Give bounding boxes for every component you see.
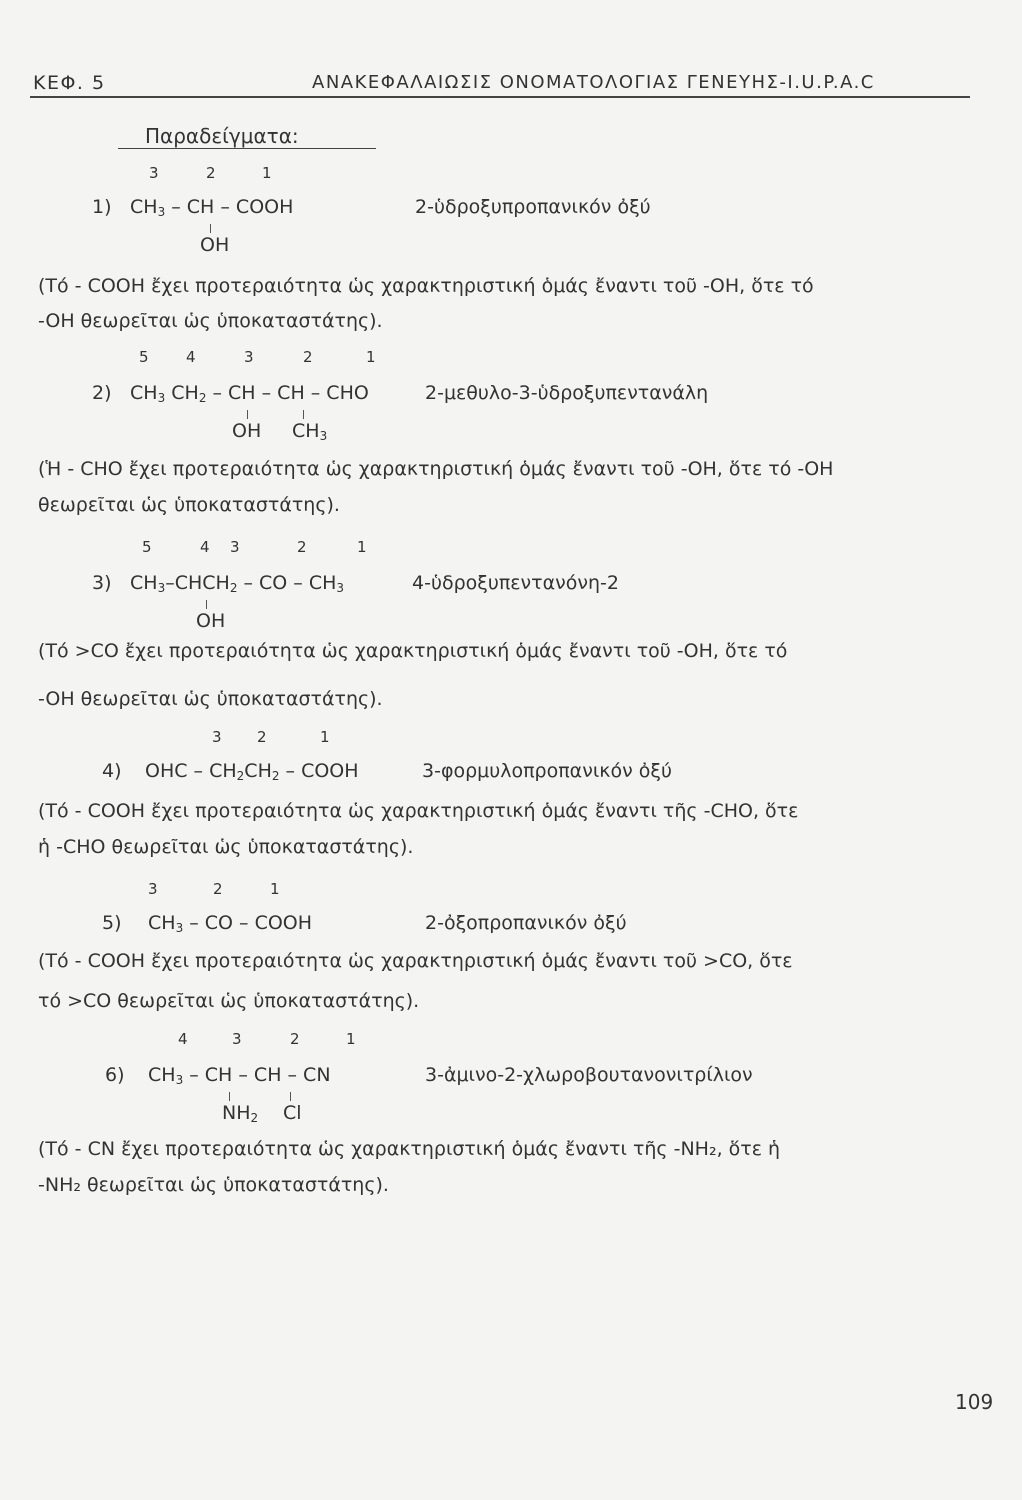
bond-line bbox=[206, 600, 207, 609]
running-title: ΑΝΑΚΕΦΑΛΑΙΩΣΙΣ ΟΝΟΜΑΤΟΛΟΓΙΑΣ ΓΕΝΕΥΗΣ-I.U.P.A.C bbox=[312, 72, 875, 93]
priority-note-line: τό >CO θεωρεῖται ὡς ὑποκαταστάτης). bbox=[38, 990, 420, 1012]
bond-line bbox=[210, 224, 211, 233]
priority-note-line: (Τό - COOH ἔχει προτεραιότητα ὡς χαρακτηριστική ὁμάς ἔναντι τοῦ >CO, ὅτε bbox=[38, 950, 793, 972]
carbon-number: 1 bbox=[366, 348, 376, 366]
carbon-number: 3 bbox=[212, 728, 222, 746]
carbon-number: 4 bbox=[186, 348, 196, 366]
carbon-number: 1 bbox=[346, 1030, 356, 1048]
carbon-number: 1 bbox=[270, 880, 280, 898]
structural-formula: $CH_3$ – CO – COOH bbox=[148, 912, 313, 935]
priority-note-line: (Τό - COOH ἔχει προτεραιότητα ὡς χαρακτηριστική ὁμάς ἔναντι τοῦ -OH, ὅτε τό bbox=[38, 275, 814, 297]
bond-line bbox=[247, 410, 248, 419]
compound-name: 2-ὀξοπροπανικόν ὀξύ bbox=[425, 912, 627, 934]
bond-line bbox=[303, 410, 304, 419]
carbon-number: 3 bbox=[230, 538, 240, 556]
priority-note-line: (Τό - CN ἔχει προτεραιότητα ὡς χαρακτηριστική ὁμάς ἔναντι τῆς -NH₂, ὅτε ἡ bbox=[38, 1138, 781, 1160]
carbon-number: 5 bbox=[142, 538, 152, 556]
chapter-label: ΚΕΦ. 5 bbox=[33, 72, 106, 94]
compound-name: 3-φορμυλοπροπανικόν ὀξύ bbox=[422, 760, 672, 782]
carbon-number: 2 bbox=[257, 728, 267, 746]
substituent: OH bbox=[196, 610, 226, 632]
priority-note-line: (Τό - COOH ἔχει προτεραιότητα ὡς χαρακτηριστική ὁμάς ἔναντι τῆς -CHO, ὅτε bbox=[38, 800, 799, 822]
carbon-number: 1 bbox=[320, 728, 330, 746]
priority-note-line: (Ἡ - CHO ἔχει προτεραιότητα ὡς χαρακτηριστική ὁμάς ἔναντι τοῦ -OH, ὅτε τό -OH bbox=[38, 458, 834, 480]
section-title: Παραδείγματα: bbox=[145, 124, 299, 148]
page-number: 109 bbox=[955, 1390, 994, 1414]
structural-formula: OHC – $CH_2CH_2$ – COOH bbox=[145, 760, 359, 783]
compound-name: 4-ὑδροξυπεντανόνη-2 bbox=[412, 572, 619, 594]
carbon-number: 5 bbox=[139, 348, 149, 366]
substituent: $CH_3$ bbox=[292, 420, 328, 443]
example-index: 1) bbox=[92, 196, 112, 218]
priority-note-line: ἡ -CHO θεωρεῖται ὡς ὑποκαταστάτης). bbox=[38, 836, 414, 858]
example-index: 2) bbox=[92, 382, 112, 404]
substituent: $NH_2$ bbox=[222, 1102, 259, 1125]
substituent: OH bbox=[232, 420, 262, 442]
carbon-number: 4 bbox=[200, 538, 210, 556]
priority-note-line: θεωρεῖται ὡς ὑποκαταστάτης). bbox=[38, 494, 340, 516]
carbon-number: 3 bbox=[148, 880, 158, 898]
carbon-number: 3 bbox=[149, 164, 159, 182]
bond-line bbox=[290, 1092, 291, 1101]
example-index: 6) bbox=[105, 1064, 125, 1086]
priority-note-line: -OH θεωρεῖται ὡς ὑποκαταστάτης). bbox=[38, 310, 383, 332]
header-rule bbox=[30, 96, 970, 98]
priority-note-line: -NH₂ θεωρεῖται ὡς ὑποκαταστάτης). bbox=[38, 1174, 389, 1196]
carbon-number: 3 bbox=[232, 1030, 242, 1048]
carbon-number: 1 bbox=[262, 164, 272, 182]
example-index: 5) bbox=[102, 912, 122, 934]
carbon-number: 1 bbox=[357, 538, 367, 556]
carbon-number: 2 bbox=[297, 538, 307, 556]
carbon-number: 4 bbox=[178, 1030, 188, 1048]
priority-note-line: (Τό >CO ἔχει προτεραιότητα ὡς χαρακτηριστική ὁμάς ἔναντι τοῦ -OH, ὅτε τό bbox=[38, 640, 788, 662]
carbon-number: 2 bbox=[290, 1030, 300, 1048]
structural-formula: $CH_3$ – CH – COOH bbox=[130, 196, 294, 219]
substituent: Cl bbox=[283, 1102, 302, 1124]
carbon-number: 2 bbox=[303, 348, 313, 366]
structural-formula: $CH_3-CHCH_2$ – CO – $CH_3$ bbox=[130, 572, 345, 595]
compound-name: 3-ἀμινο-2-χλωροβουτανονιτρίλιον bbox=[425, 1064, 753, 1086]
compound-name: 2-ὑδροξυπροπανικόν ὀξύ bbox=[415, 196, 651, 218]
example-index: 3) bbox=[92, 572, 112, 594]
carbon-number: 2 bbox=[213, 880, 223, 898]
substituent: OH bbox=[200, 234, 230, 256]
carbon-number: 3 bbox=[244, 348, 254, 366]
carbon-number: 2 bbox=[206, 164, 216, 182]
priority-note-line: -OH θεωρεῖται ὡς ὑποκαταστάτης). bbox=[38, 688, 383, 710]
compound-name: 2-μεθυλο-3-ὑδροξυπεντανάλη bbox=[425, 382, 709, 404]
structural-formula: $CH_3$ – CH – CH – CN bbox=[148, 1064, 331, 1087]
section-title-underline bbox=[118, 148, 376, 149]
bond-line bbox=[229, 1092, 230, 1101]
structural-formula: $CH_3$ $CH_2$ – CH – CH – CHO bbox=[130, 382, 369, 405]
example-index: 4) bbox=[102, 760, 122, 782]
